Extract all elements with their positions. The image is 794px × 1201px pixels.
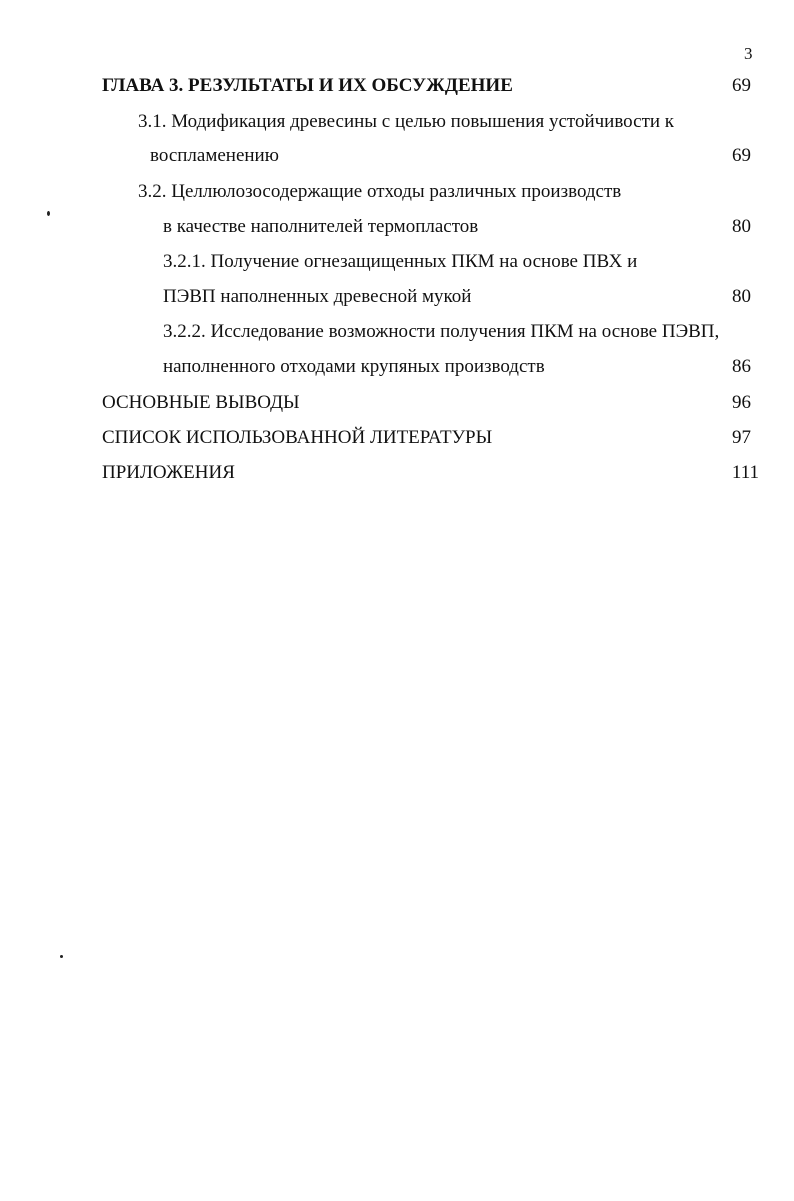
scan-speck — [47, 211, 50, 216]
toc-3-1-line2: воспламенению — [150, 145, 279, 166]
toc-3-2-1-line2: ПЭВП наполненных древесной мукой — [163, 286, 472, 307]
page-number: 3 — [744, 44, 753, 63]
toc-3-1-line1: 3.1. Модификация древесины с целью повышения устойчивости к — [138, 111, 675, 132]
toc-3-2-line2: в качестве наполнителей термопластов — [163, 216, 479, 237]
toc-conclusions: ОСНОВНЫЕ ВЫВОДЫ — [102, 392, 300, 413]
toc-3-2-1-line1: 3.2.1. Получение огнезащищенных ПКМ на основе ПВХ и — [163, 251, 638, 272]
toc-references-page: 97 — [732, 427, 751, 448]
toc-3-2-page: 80 — [732, 216, 751, 237]
toc-3-2-line1: 3.2. Целлюлозосодержащие отходы различных производств — [138, 181, 622, 202]
toc-3-2-2-line2: наполненного отходами крупяных производств — [163, 356, 545, 377]
toc-3-2-2-line1: 3.2.2. Исследование возможности получения ПКМ на основе ПЭВП, — [163, 321, 720, 342]
toc-appendices: ПРИЛОЖЕНИЯ — [102, 462, 235, 483]
toc-references: СПИСОК ИСПОЛЬЗОВАННОЙ ЛИТЕРАТУРЫ — [102, 427, 493, 448]
toc-chapter-3-title: ГЛАВА 3. РЕЗУЛЬТАТЫ И ИХ ОБСУЖДЕНИЕ — [102, 75, 513, 96]
toc-chapter-3-page: 69 — [732, 75, 751, 96]
toc-conclusions-page: 96 — [732, 392, 751, 413]
toc-3-2-1-page: 80 — [732, 286, 751, 307]
toc-3-2-2-page: 86 — [732, 356, 751, 377]
scan-speck — [60, 955, 63, 958]
toc-3-1-page: 69 — [732, 145, 751, 166]
toc-appendices-page: 111 — [731, 462, 759, 483]
